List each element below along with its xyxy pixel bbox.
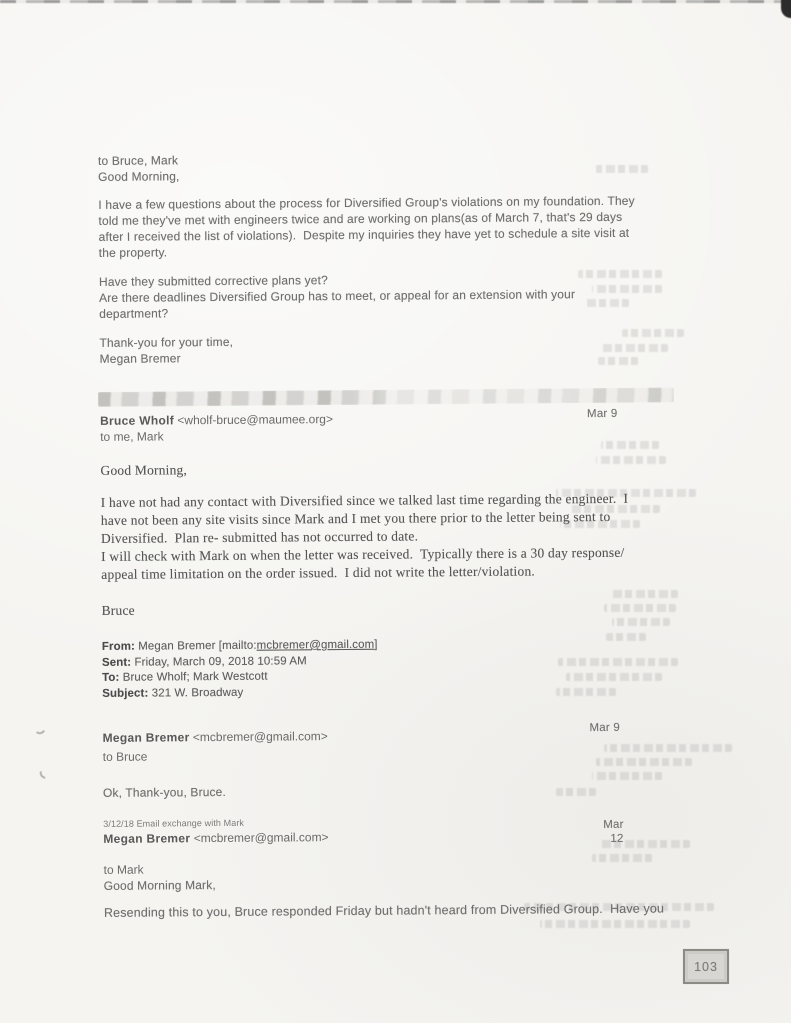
text-line: have not been any site visits since Mark and I met you there prior to the letter being sent to (100, 508, 611, 528)
page-number-stamp (683, 949, 729, 984)
email-closing (99, 331, 636, 367)
sender-name: Bruce Wholf (100, 413, 175, 428)
text-line: after I received the list of violations). Despite my inquiries they have yet to schedule a site visit at (98, 225, 630, 244)
signature: Bruce (101, 602, 135, 618)
text-line: I will check with Mark on when the letter was received. Typically there is a 30 day response/ (101, 544, 625, 564)
email-body: Ok, Thank-you, Bruce. (102, 784, 227, 800)
greeting: Good Morning, (98, 169, 180, 184)
text-line: Diversified. Plan re- submitted has not occurred to date. (100, 528, 419, 546)
quoted-subject-line: Subject: 321 W. Broadway (102, 686, 244, 700)
greeting: Good Morning, (100, 462, 188, 478)
date-badge: Mar 9 (589, 721, 620, 735)
text-line: I have not had any contact with Diversified since we talked last time regarding the engineer. I (100, 490, 629, 510)
to-line: to Bruce, Mark (97, 153, 179, 168)
sender-line (102, 728, 327, 746)
to-line: to Bruce (102, 749, 148, 764)
email-address: mcbremer@gmail.com (256, 638, 375, 652)
date-badge: Mar 9 (586, 407, 618, 421)
page-number: 103 (694, 959, 718, 974)
sender-name: Megan Bremer (102, 730, 190, 745)
sender-line (103, 827, 663, 847)
email-header-lines (98, 149, 635, 185)
email-body (101, 490, 629, 584)
email-body: Resending this to you, Bruce responded Friday but hadn't heard from Diversified Group. Have you (103, 901, 665, 920)
date-badge-month: Mar (603, 818, 624, 831)
email-megan-initial (98, 149, 636, 367)
annotation-note: 3/12/18 Email exchange with Mark (103, 817, 245, 829)
quoted-sent-line: Sent: Friday, March 09, 2018 10:59 AM (101, 654, 307, 669)
scanner-smudge-band (98, 387, 674, 407)
email-megan-resend (103, 815, 664, 921)
to-line: to me, Mark (100, 429, 164, 444)
text-line: Have they submitted corrective plans yet? (98, 273, 328, 289)
sender-email: <mcbremer@gmail.com> (192, 729, 328, 745)
text-line: appeal time limitation on the order issued. I did not write the letter/violation. (101, 563, 536, 582)
email-megan-ok (102, 728, 328, 801)
closing-line: Thank-you for your time, (99, 334, 234, 350)
to-line: to Mark (103, 862, 144, 877)
text-line: the property. (98, 245, 168, 260)
email-body (98, 193, 635, 261)
quoted-message-header (102, 638, 378, 702)
greeting: Good Morning Mark, (103, 878, 216, 893)
email-questions (99, 270, 636, 322)
sender-email: <wholf-bruce@maumee.org> (177, 412, 334, 428)
email-bruce-reply (100, 409, 629, 620)
text-line: Are there deadlines Diversified Group has to meet, or appeal for an extension with your (99, 287, 576, 305)
text-line: told me they've met with engineers twice and are working on plans(as of March 7, that's 29 days (98, 209, 623, 228)
quoted-from-line: From: Megan Bremer [mailto:mcbremer@gmail.com] (101, 638, 378, 653)
quoted-to-line: To: Bruce Wholf; Mark Westcott (102, 670, 268, 684)
sender-name: Megan Bremer (103, 831, 191, 846)
text-line: I have a few questions about the process for Diversified Group's violations on my foundation. They (98, 193, 635, 212)
text-line: department? (99, 306, 169, 321)
date-badge-day: 12 (610, 832, 624, 845)
sender-email: <mcbremer@gmail.com> (193, 830, 329, 846)
signature: Megan Bremer (99, 351, 181, 366)
